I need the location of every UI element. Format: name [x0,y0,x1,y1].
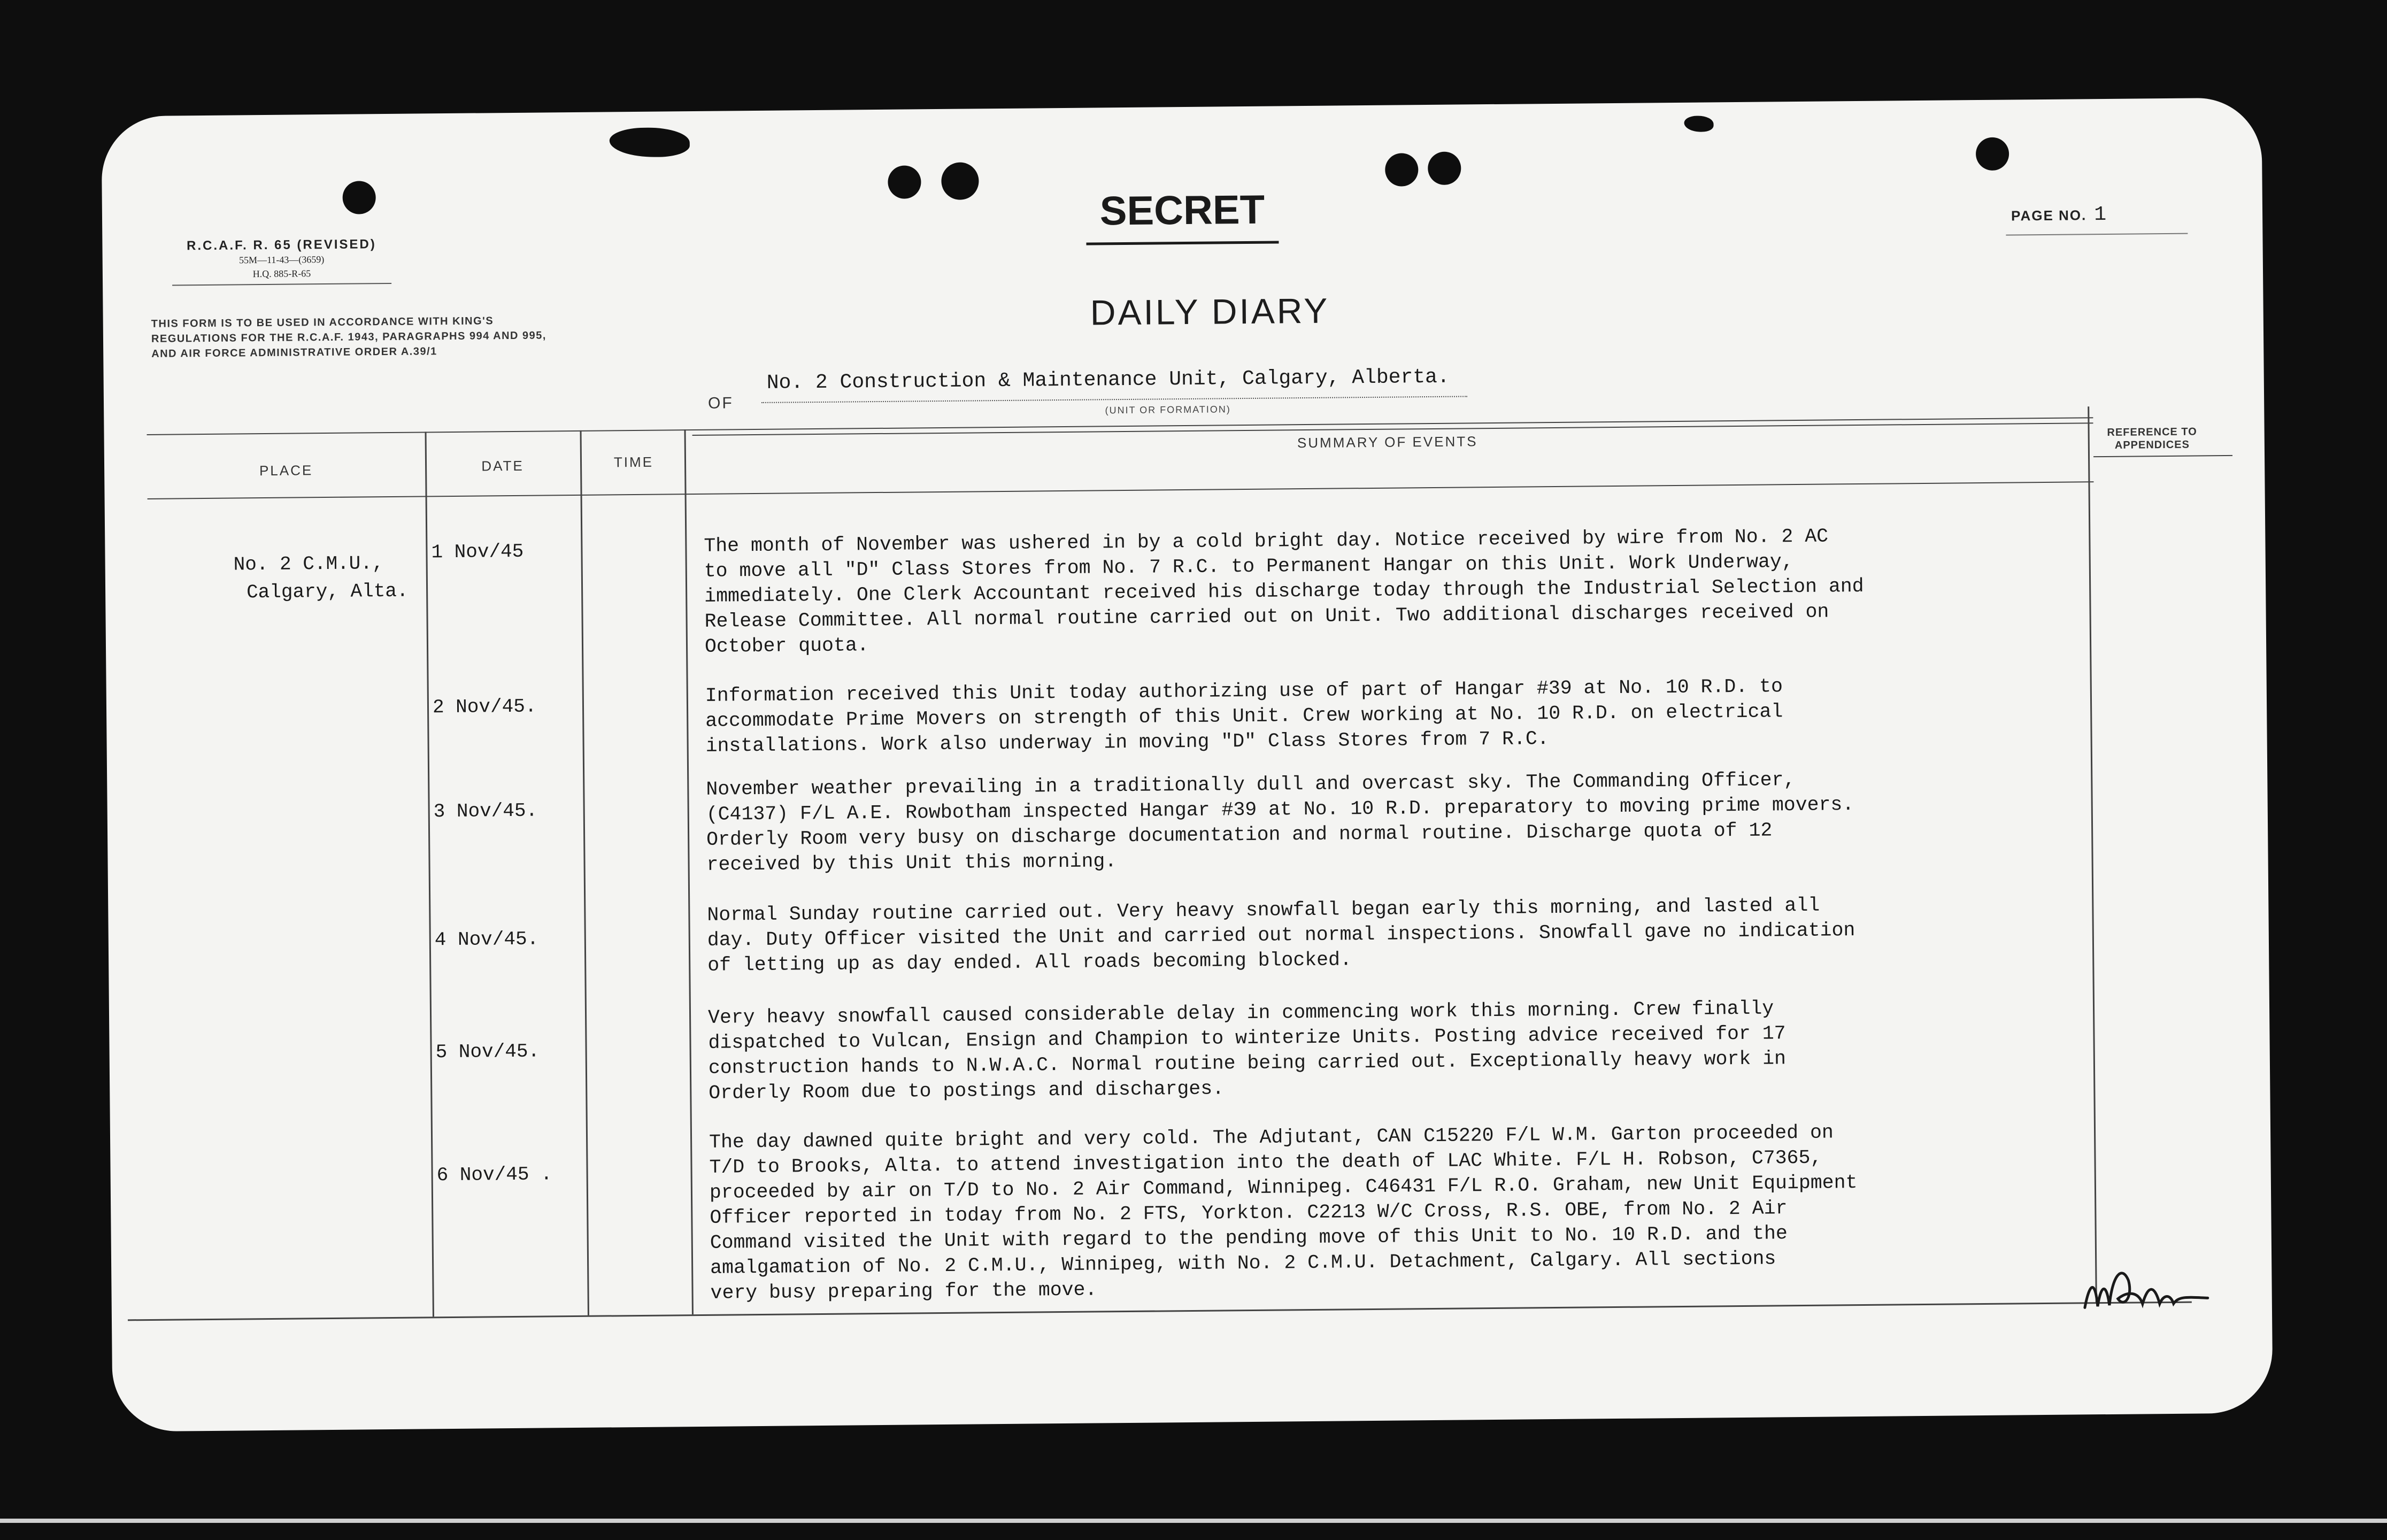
unit-caption: (UNIT OR FORMATION) [1105,404,1231,416]
punch-hole [1976,137,2009,171]
handwritten-initials [2079,1258,2219,1323]
entry-date: 4 Nov/45. [434,928,539,951]
appendix-header-rule [2093,455,2232,457]
page-number-value: 1 [2094,203,2108,227]
entry-summary: Very heavy snowfall caused considerable delay in commencing work this morning. Crew finally dispatched to Vulcan, Ensign and Champion to winterize Units. Posting advice received for 17 construction hands to N.W.A.C. Normal routine being carried out. Exceptionally heavy work in Orderly Room due to postings and discharges. [707,997,1787,1104]
of-label: OF [707,394,734,412]
form-print-code: 55M—11-43—(3659) [238,254,325,266]
form-hq-ref: H.Q. 885-R-65 [252,268,311,280]
unit-name-rule [761,396,1467,403]
place-line-1: No. 2 C.M.U., [233,552,384,576]
scanner-edge-line [0,1519,2387,1523]
torn-edge-mark [610,127,690,157]
entry-summary: The month of November was ushered in by a cold bright day. Notice received by wire from No. 2 AC to move all "D" Class Stores from No. 7 R.C. to Permanent Hangar on this Unit. Work Underway, immediately. One Clerk Accountant received his discharge today through the Industrial Selection and Release Committee. All normal routine carried out on Unit. Two additional discharges received on October quota. [704,525,1864,658]
form-id-rule [172,283,391,286]
classification-heading: SECRET [1099,187,1265,234]
table-bottom-rule [128,1302,2192,1321]
entry-date: 1 Nov/45 [431,540,524,564]
punch-hole [1385,153,1419,187]
column-header-time: TIME [613,453,654,471]
diary-form-card [101,97,2273,1431]
form-code: R.C.A.F. R. 65 (REVISED) [186,237,376,253]
punch-hole [888,165,921,199]
page-number-label: PAGE NO. [2011,207,2087,224]
page-number-field [2011,203,2107,227]
column-divider-time-summary [684,429,693,1314]
entry-date: 2 Nov/45. [432,695,537,719]
entry-date: 5 Nov/45. [435,1040,540,1064]
column-header-place: PLACE [259,462,313,479]
entry-summary: Information received this Unit today authorizing use of part of Hangar #39 at No. 10 R.D. to accommodate Prime Movers on strength of this Unit. Crew working at No. 10 R.D. on electrical installations. Work also underway in moving "D" Class Stores from 7 R.C. [705,675,1783,757]
form-identifier [161,237,402,286]
column-header-date: DATE [481,457,524,474]
entry-summary: Normal Sunday routine carried out. Very heavy snowfall began early this morning, and lasted all day. Duty Officer visited the Unit and carried out normal inspections. Snowfall gave no indication of letting up as day ended. All roads becoming blocked. [707,894,1855,976]
entry-summary: November weather prevailing in a traditionally dull and overcast sky. The Commanding Officer, (C4137) F/L A.E. Rowbotham inspected Hangar #39 at No. 10 R.D. preparatory to moving prime movers. Orderly Room very busy on discharge documentation and normal routine. Discharge quota of 12 received by this Unit this morning. [706,769,1854,876]
entry-summary: The day dawned quite bright and very cold. The Adjutant, CAN C15220 F/L W.M. Garton proceeded on T/D to Brooks, Alta. to attend investigation into the death of LAC White. F/L H. Robson, C7365, proceeded by air on T/D to No. 2 Air Command, Winnipeg. C46431 F/L R.O. Graham, new Unit Equipment Officer reported in today from No. 2 FTS, Yorkton. C2213 W/C Cross, R.S. OBE, from No. 2 Air Command visited the Unit with regard to the pending move of this Unit to No. 10 R.D. and the amalgamation of No. 2 C.M.U., Winnipeg, with No. 2 C.M.U. Detachment, Calgary. All sections very busy preparing for the move. [709,1121,1858,1304]
punch-hole [1428,151,1461,185]
document-title: DAILY DIARY [1090,290,1330,333]
column-header-summary: SUMMARY OF EVENTS [1297,433,1478,451]
place-cell [233,549,448,606]
page-number-rule [2006,233,2188,236]
entry-date: 3 Nov/45. [433,799,538,823]
punch-hole [941,162,979,200]
place-line-2: Calgary, Alta. [246,580,409,604]
entry-date: 6 Nov/45 . [436,1163,552,1187]
punch-hole [342,181,376,214]
column-divider-date-time [580,430,589,1315]
form-instruction: THIS FORM IS TO BE USED IN ACCORDANCE WITH KING'S REGULATIONS FOR THE R.C.A.F. 1943, PARAGRAPHS 994 AND 995, AND AIR FORCE ADMINISTRATIVE ORDER A.39/1 [151,315,547,360]
column-header-reference: REFERENCE TO APPENDICES [2107,426,2197,451]
classification-underline [1086,241,1279,245]
unit-name: No. 2 Construction & Maintenance Unit, Calgary, Alberta. [766,365,1450,395]
torn-edge-mark [1684,116,1713,132]
header-bottom-rule [148,481,2094,499]
column-divider-summary-reference [2088,406,2097,1302]
